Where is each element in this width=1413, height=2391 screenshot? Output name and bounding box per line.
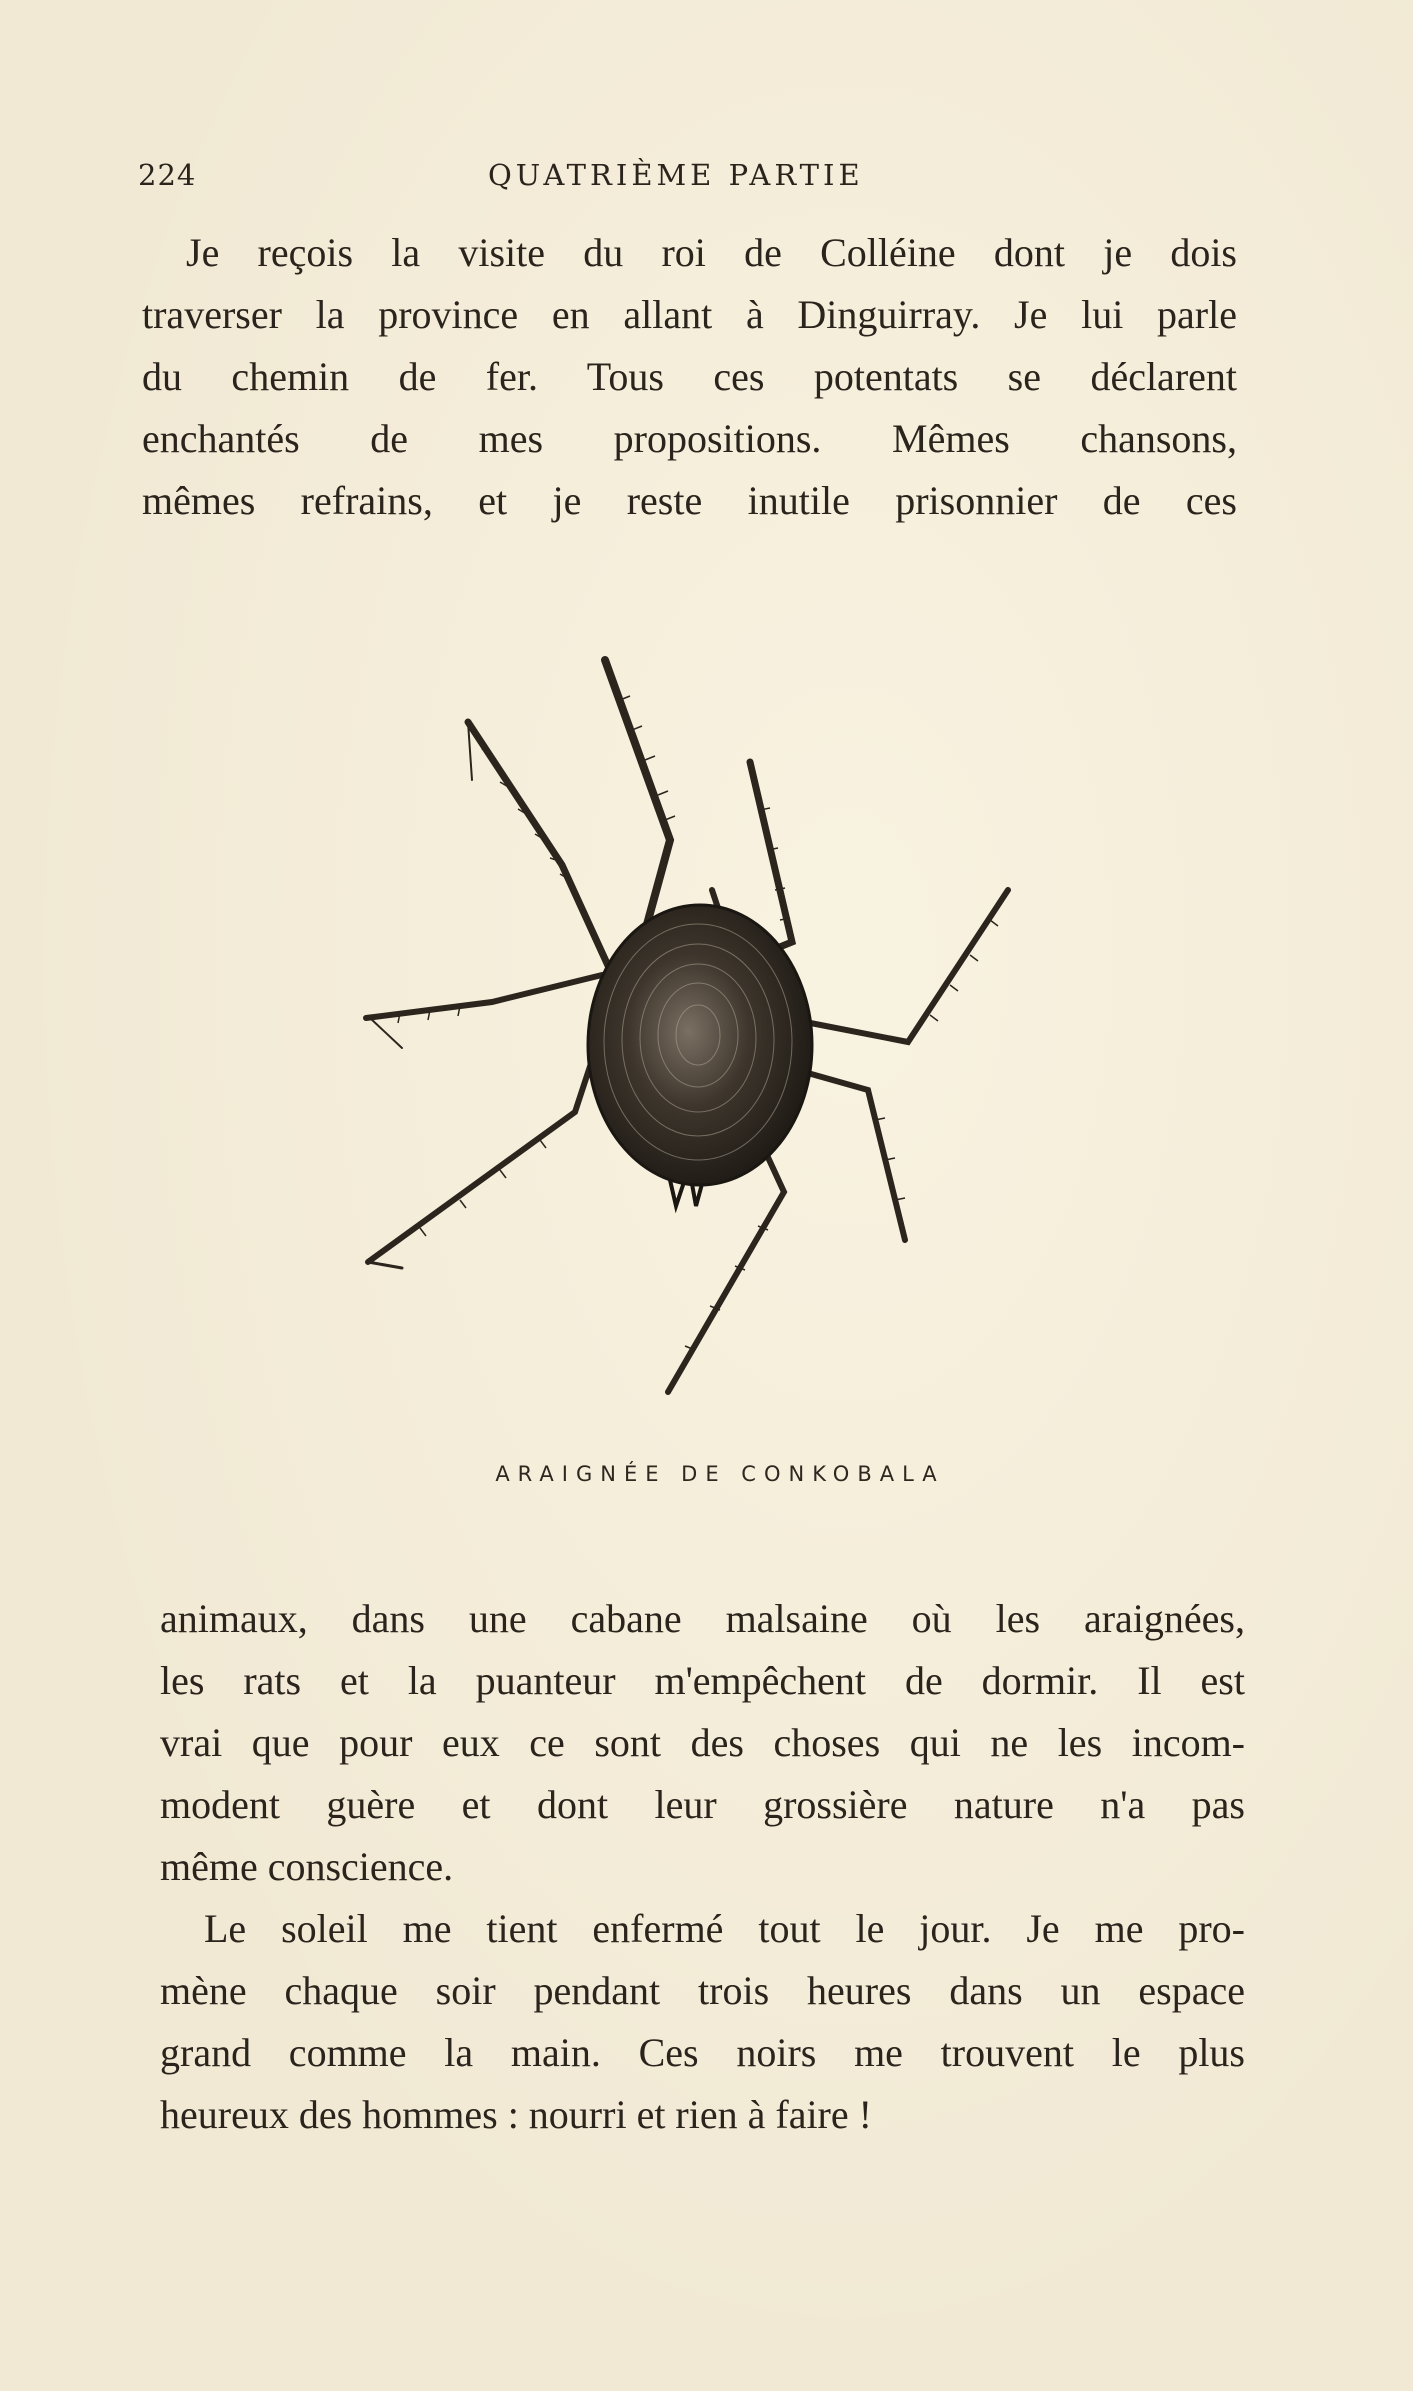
text-line: modent guère et dont leur grossière nature n'a pas bbox=[160, 1782, 1245, 1827]
spider-illustration bbox=[340, 650, 1020, 1410]
figure-caption: ARAIGNÉE DE CONKOBALA bbox=[495, 1462, 945, 1486]
text-line: Le soleil me tient enfermé tout le jour. Je me pro- bbox=[204, 1906, 1245, 1951]
text-line: même conscience. bbox=[160, 1844, 454, 1889]
text-line: mène chaque soir pendant trois heures dans un espace bbox=[160, 1968, 1245, 2013]
text-line: animaux, dans une cabane malsaine où les araignées, bbox=[160, 1596, 1245, 1641]
paragraph-top bbox=[142, 222, 1237, 532]
paragraph-bottom bbox=[160, 1588, 1245, 2146]
text-line: grand comme la main. Ces noirs me trouvent le plus bbox=[160, 2030, 1245, 2075]
text-line: mêmes refrains, et je reste inutile prisonnier de ces bbox=[142, 478, 1237, 523]
section-title: QUATRIÈME PARTIE bbox=[488, 158, 864, 192]
running-head bbox=[138, 158, 1238, 198]
text-line: heureux des hommes : nourri et rien à faire ! bbox=[160, 2092, 872, 2137]
text-line: Je reçois la visite du roi de Colléine dont je dois bbox=[186, 230, 1237, 275]
text-line: traverser la province en allant à Dinguirray. Je lui parle bbox=[142, 292, 1237, 337]
text-line: enchantés de mes propositions. Mêmes chansons, bbox=[142, 416, 1237, 461]
page-number: 224 bbox=[138, 158, 197, 192]
spider-engraving bbox=[340, 650, 1020, 1410]
text-line: vrai que pour eux ce sont des choses qui ne les incom- bbox=[160, 1720, 1245, 1765]
text-line: du chemin de fer. Tous ces potentats se déclarent bbox=[142, 354, 1237, 399]
text-line: les rats et la puanteur m'empêchent de dormir. Il est bbox=[160, 1658, 1245, 1703]
